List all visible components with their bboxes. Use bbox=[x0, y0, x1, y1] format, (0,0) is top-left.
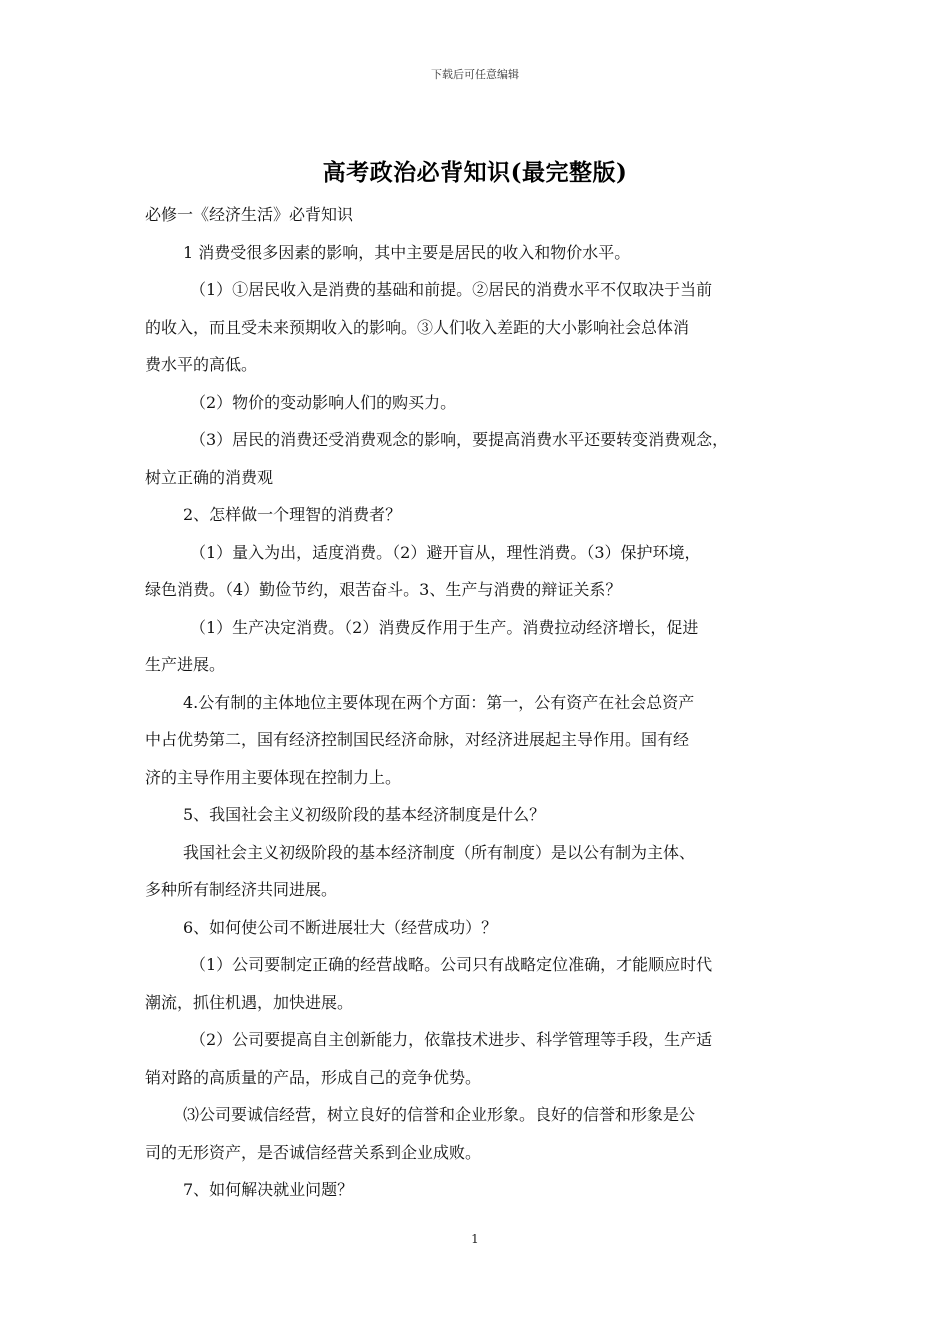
paragraph-line: 中占优势第二，国有经济控制国民经济命脉，对经济进展起主导作用。国有经 bbox=[145, 730, 690, 749]
paragraph-line: （2）公司要提高自主创新能力，依靠技术进步、科学管理等手段，生产适 bbox=[190, 1030, 713, 1049]
page-header: 下载后可任意编辑 bbox=[431, 68, 519, 81]
paragraph-line: 1 消费受很多因素的影响，其中主要是居民的收入和物价水平。 bbox=[183, 242, 631, 262]
section-heading: 必修一《经济生活》必背知识 bbox=[145, 205, 354, 224]
paragraph-line: （1）公司要制定正确的经营战略。公司只有战略定位准确，才能顺应时代 bbox=[190, 955, 713, 974]
paragraph-line: 费水平的高低。 bbox=[145, 355, 258, 374]
question-line: 5、我国社会主义初级阶段的基本经济制度是什么？ bbox=[183, 805, 546, 824]
paragraph-line: （1）生产决定消费。（2）消费反作用于生产。消费拉动经济增长，促进 bbox=[190, 617, 699, 637]
paragraph-line: （3）居民的消费还受消费观念的影响，要提高消费水平还要转变消费观念， bbox=[190, 430, 729, 449]
paragraph-line: 司的无形资产，是否诚信经营关系到企业成败。 bbox=[145, 1142, 482, 1162]
paragraph-line: （1）量入为出，适度消费。（2）避开盲从，理性消费。（3）保护环境， bbox=[190, 542, 701, 562]
paragraph-line: 销对路的高质量的产品，形成自己的竞争优势。 bbox=[145, 1067, 482, 1087]
paragraph-line: 绿色消费。（4）勤俭节约，艰苦奋斗。3、生产与消费的辩证关系？ bbox=[145, 580, 622, 599]
paragraph-line: 4.公有制的主体地位主要体现在两个方面：第一，公有资产在社会总资产 bbox=[183, 692, 695, 712]
page-number: 1 bbox=[471, 1232, 479, 1246]
paragraph-line: 我国社会主义初级阶段的基本经济制度（所有制度）是以公有制为主体、 bbox=[183, 842, 696, 862]
paragraph-line: 多种所有制经济共同进展。 bbox=[145, 880, 338, 899]
paragraph-line: 生产进展。 bbox=[145, 655, 226, 674]
paragraph-line: 济的主导作用主要体现在控制力上。 bbox=[145, 767, 402, 787]
paragraph-line: （2）物价的变动影响人们的购买力。 bbox=[190, 392, 457, 412]
document-title: 高考政治必背知识(最完整版) bbox=[322, 159, 628, 186]
document-body bbox=[145, 196, 810, 1209]
paragraph-line: 潮流，抓住机遇，加快进展。 bbox=[145, 992, 354, 1012]
question-line: 2、怎样做一个理智的消费者？ bbox=[183, 505, 402, 524]
question-line: 6、如何使公司不断进展壮大（经营成功）？ bbox=[183, 917, 498, 937]
question-line: 7、如何解决就业问题？ bbox=[183, 1180, 354, 1199]
paragraph-line: 树立正确的消费观 bbox=[145, 467, 274, 487]
paragraph-line: ⑶公司要诚信经营，树立良好的信誉和企业形象。良好的信誉和形象是公 bbox=[183, 1105, 696, 1124]
paragraph-line: （1）①居民收入是消费的基础和前提。②居民的消费水平不仅取决于当前 bbox=[190, 280, 713, 299]
paragraph-line: 的收入，而且受未来预期收入的影响。③人们收入差距的大小影响社会总体消 bbox=[145, 317, 690, 337]
